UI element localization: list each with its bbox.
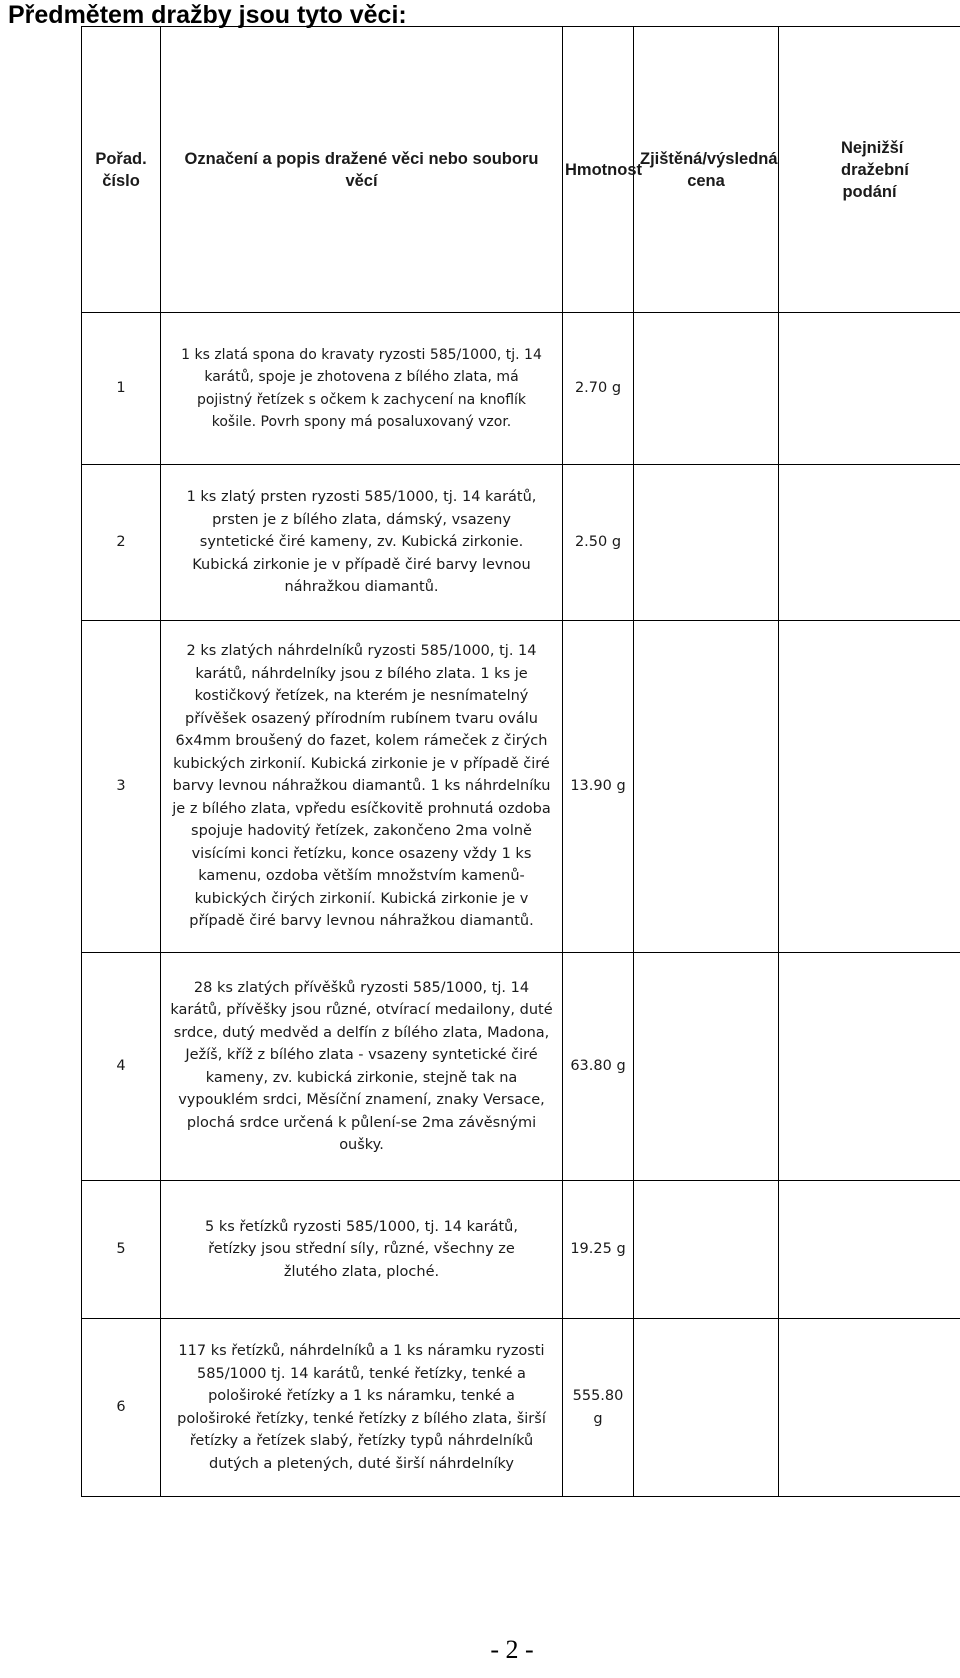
row-price (634, 1181, 779, 1319)
row-number: 6 (82, 1319, 161, 1497)
row-price (634, 465, 779, 621)
row-description: 5 ks řetízků ryzosti 585/1000, tj. 14 karátů, řetízky jsou střední síly, různé, všechny ze žlutého zlata, ploché. (161, 1181, 563, 1319)
row-min-bid (779, 465, 960, 621)
row-min-bid (779, 1319, 960, 1497)
row-min-bid (779, 313, 960, 465)
row-weight: 555.80 g (563, 1319, 634, 1497)
row-number: 1 (82, 313, 161, 465)
page-heading: Předmětem dražby jsou tyto věci: (8, 1, 407, 29)
page-number: - 2 - (490, 1635, 534, 1664)
row-weight: 19.25 g (563, 1181, 634, 1319)
row-weight: 13.90 g (563, 621, 634, 953)
table-row (82, 1181, 960, 1319)
row-number: 2 (82, 465, 161, 621)
row-weight: 2.50 g (563, 465, 634, 621)
row-price (634, 313, 779, 465)
row-weight: 2.70 g (563, 313, 634, 465)
column-header-order: Pořad. číslo (82, 27, 161, 313)
table-row (82, 621, 960, 953)
column-header-min-bid: Nejnižší dražební podání (779, 27, 960, 313)
row-price (634, 953, 779, 1181)
row-min-bid (779, 621, 960, 953)
row-description: 117 ks řetízků, náhrdelníků a 1 ks náramku ryzosti 585/1000 tj. 14 karátů, tenké řetízky, tenké a pološiroké řetízky a 1 ks náramku, tenké a pološiroké řetízky, tenké řetízky z bílého zlata, širší řetízky a řetízek slabý, řetízky typů náhrdelníků dutých a pletených, duté širší náhrdelníky (161, 1319, 563, 1497)
row-price (634, 621, 779, 953)
row-number: 3 (82, 621, 161, 953)
column-header-description: Označení a popis dražené věci nebo souboru věcí (161, 27, 563, 313)
row-price (634, 1319, 779, 1497)
row-description: 1 ks zlatý prsten ryzosti 585/1000, tj. 14 karátů, prsten je z bílého zlata, dámský, vsazeny syntetické čiré kameny, zv. Kubická zirkonie. Kubická zirkonie je v případě čiré barvy levnou náhražkou diamantů. (161, 465, 563, 621)
row-number: 4 (82, 953, 161, 1181)
auction-items-table (81, 26, 960, 1497)
table-row (82, 313, 960, 465)
row-min-bid (779, 953, 960, 1181)
row-weight: 63.80 g (563, 953, 634, 1181)
table-row (82, 953, 960, 1181)
table-row (82, 1319, 960, 1497)
table-header-row (82, 27, 960, 313)
row-min-bid (779, 1181, 960, 1319)
row-description: 1 ks zlatá spona do kravaty ryzosti 585/1000, tj. 14 karátů, spoje je zhotovena z bílého zlata, má pojistný řetízek s očkem k zachycení na knoflík košile. Povrh spony má posaluxovaný vzor. (161, 313, 563, 465)
row-description: 2 ks zlatých náhrdelníků ryzosti 585/1000, tj. 14 karátů, náhrdelníky jsou z bílého zlata. 1 ks je kostičkový řetízek, na kterém je nesnímatelný přívěšek osazený přírodním rubínem tvaru oválu 6x4mm broušený do fazet, kolem rámeček z čirých kubických zirkonií. Kubická zirkonie je v případě čiré barvy levnou náhražkou diamantů. 1 ks náhrdelníku je z bílého zlata, vpředu esíčkovitě prohnutá ozdoba spojuje hadovitý řetízek, zakončeno 2ma volně visícími konci řetízku, konce osazeny vždy 1 ks kamenu, ozdoba větším množstvím kamenů-kubických čirých zirkonií. Kubická zirkonie je v případě čiré barvy levnou náhražkou diamantů. (161, 621, 563, 953)
table-row (82, 465, 960, 621)
column-header-weight: Hmotnost (563, 27, 634, 313)
column-header-price: Zjištěná/výsledná cena (634, 27, 779, 313)
row-number: 5 (82, 1181, 161, 1319)
row-description: 28 ks zlatých přívěšků ryzosti 585/1000, tj. 14 karátů, přívěšky jsou různé, otvírací medailony, duté srdce, dutý medvěd a delfín z bílého zlata, Madona, Ježíš, kříž z bílého zlata - vsazeny syntetické čiré kameny, zv. kubická zirkonie, stejně tak na vypouklém srdci, Měsíční znamení, znaky Versace, plochá srdce určená k půlení-se 2ma závěsnými oušky. (161, 953, 563, 1181)
